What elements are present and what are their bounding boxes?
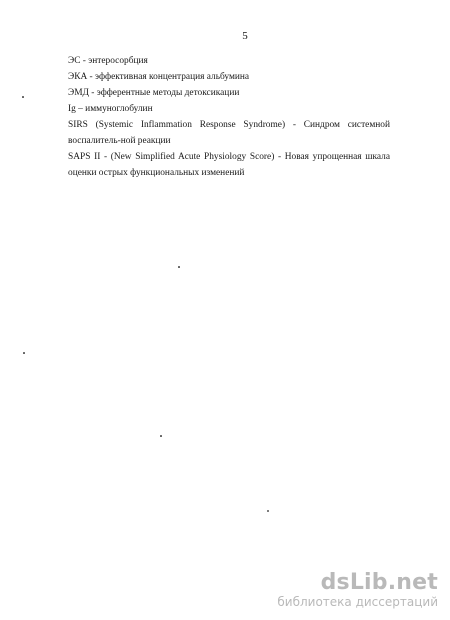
page-number: 5 xyxy=(242,30,248,42)
abbreviation-list xyxy=(68,53,390,181)
scan-speck xyxy=(178,266,180,268)
abbreviation-entry: SAPS II - (New Simplified Acute Physiology Score) - Новая упрощенная шкала оценки острых функциональных изменений xyxy=(68,152,390,178)
abbreviation-entry: SIRS (Systemic Inflammation Response Syndrome) - Синдром системной воспалитель-ной реакции xyxy=(68,120,390,146)
abbreviation-entry: Ig – иммуноглобулин xyxy=(68,104,153,114)
abbreviation-entry: ЭМД - эфферентные методы детоксикации xyxy=(68,88,240,98)
abbreviation-entry: ЭКА - эффективная концентрация альбумина xyxy=(68,72,250,82)
watermark-subtitle: библиотека диссертаций xyxy=(277,595,438,609)
scan-speck xyxy=(267,510,269,512)
scan-speck xyxy=(160,435,162,437)
scan-speck xyxy=(22,96,24,98)
abbreviation-entry: ЭС - энтеросорбция xyxy=(68,56,148,66)
watermark-logo: dsLib.net xyxy=(320,570,438,595)
scan-speck xyxy=(23,352,25,354)
watermark xyxy=(277,571,438,610)
